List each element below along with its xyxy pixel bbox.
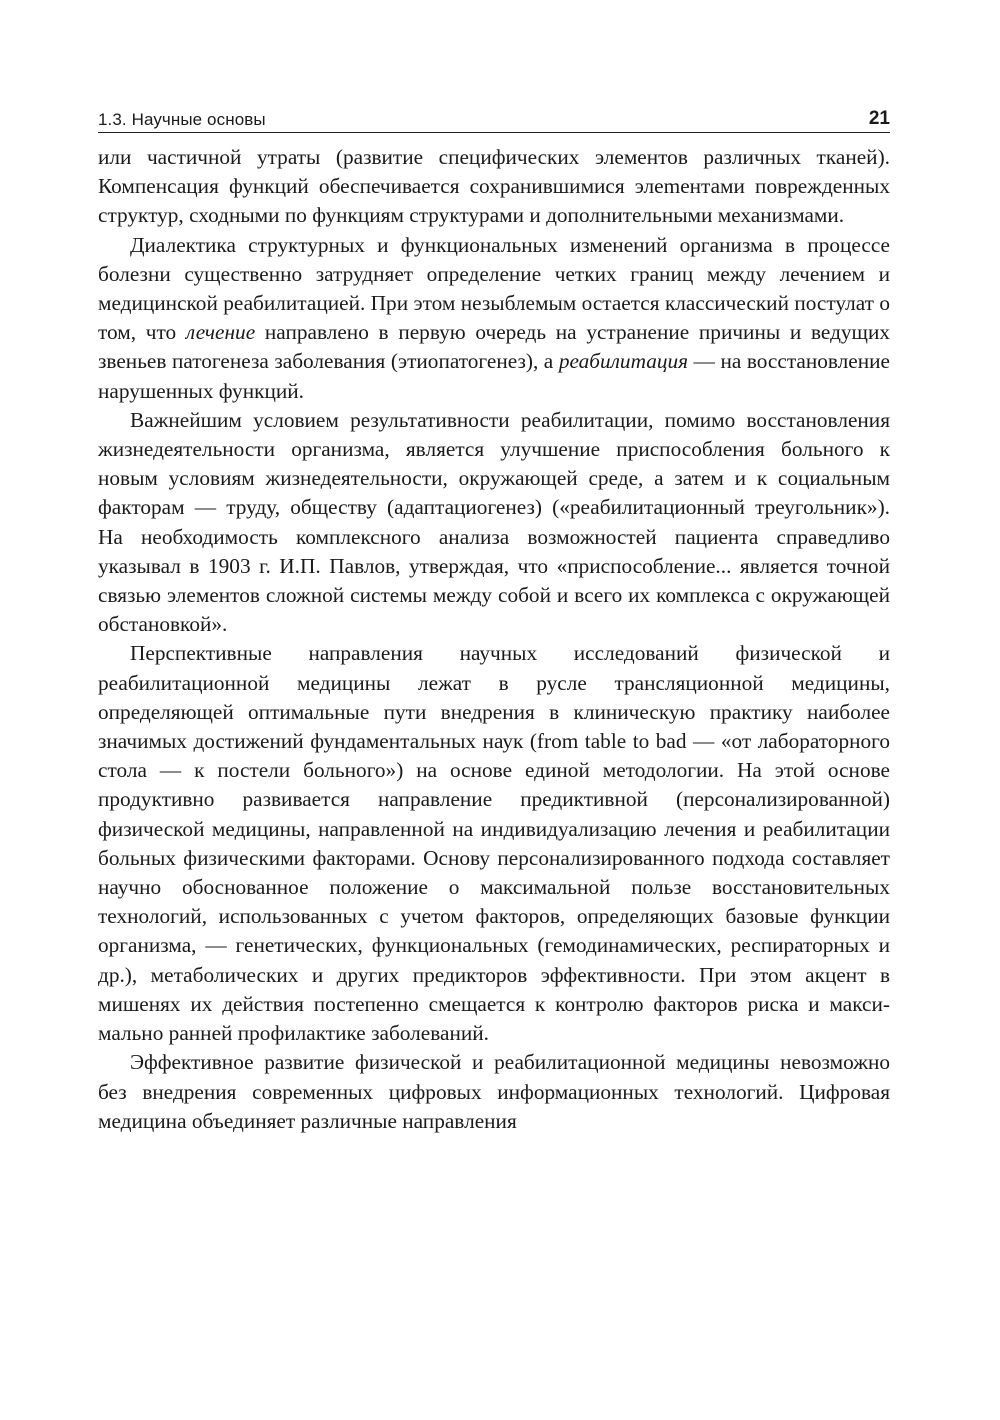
book-page: [98, 100, 890, 1136]
italic-term: реабилитация: [558, 349, 689, 374]
paragraph: [98, 406, 890, 640]
text-segment: Перспективные направления научных исследований физической и реабилитационной медицины лежат в русле трансляционной медицины, определяющей оптимальные пути внедрения в клиническую практику наиболее значимых достижений фундаментальных наук (from table to bad — «от лабораторного стола — к постели больного») на основе единой методологии. На этой основе продуктивно развивается направление предиктивной (персонализированной) физической медицины, направленной на индивидуализацию лечения и реабилитации больных физическими факторами. Основу персонализированного подхода составляет научно обоснованное положение о максимальной пользе восстановительных технологий, использованных с учетом факторов, определяющих базовые функции организма, — генетических, функциональных (гемодинамических, респираторных и др.), метаболических и других предикторов эффективности. При этом акцент в мишенях их действия постепенно смещается к контролю факторов риска и максимально ранней профилактике заболеваний.: [98, 641, 890, 1046]
text-segment: Эффективное развитие физической и реабилитационной медицины невозможно без внедрения современных цифровых информационных технологий. Цифровая медицина объединяет различные направления: [98, 1050, 890, 1133]
page-number: 21: [868, 108, 890, 129]
body-text: [98, 143, 890, 1136]
paragraph: [98, 143, 890, 231]
text-segment: Важнейшим условием результативности реабилитации, помимо восстановления жизнедеятельности организма, является улучшение приспособления больного к новым условиям жизнедеятельности, окружающей среде, а затем и к социальным факторам — труду, обществу (адаптациогенез) («реабилитационный треугольник»). На необходимость комплексного анализа возможностей пациента справедливо указывал в 1903 г. И.П. Павлов, утверждая, что «приспособление... является точной связью элементов сложной системы между собой и всего их комплекса с окружающей обстановкой».: [98, 407, 890, 637]
text-segment: направлено в первую очередь на устранение причины и ведущих звеньев патогенеза заболевания (этиопатогенез), а: [98, 320, 891, 374]
section-title: 1.3. Научные основы: [98, 110, 266, 129]
text-segment: Диалектика структурных и функциональных изменений организма в процессе болезни существенно затрудняет определение четких границ между лечением и медицинской реабилитацией. При этом незыблемым остается классический постулат о том, что: [98, 232, 890, 345]
text-segment: — на восстановление нарушенных функций.: [98, 349, 890, 403]
text-segment: или частичной утраты (развитие специфических элементов различных тканей). Компенсация функций обеспечивается сохранившимися элеmентами поврежденных структур, сходными по функциям структурами и дополнительными механизмами.: [98, 145, 890, 228]
paragraph: [98, 639, 890, 1048]
running-header: [98, 100, 890, 133]
paragraph: [98, 231, 890, 406]
italic-term: лечение: [185, 320, 256, 345]
paragraph: [98, 1048, 890, 1136]
